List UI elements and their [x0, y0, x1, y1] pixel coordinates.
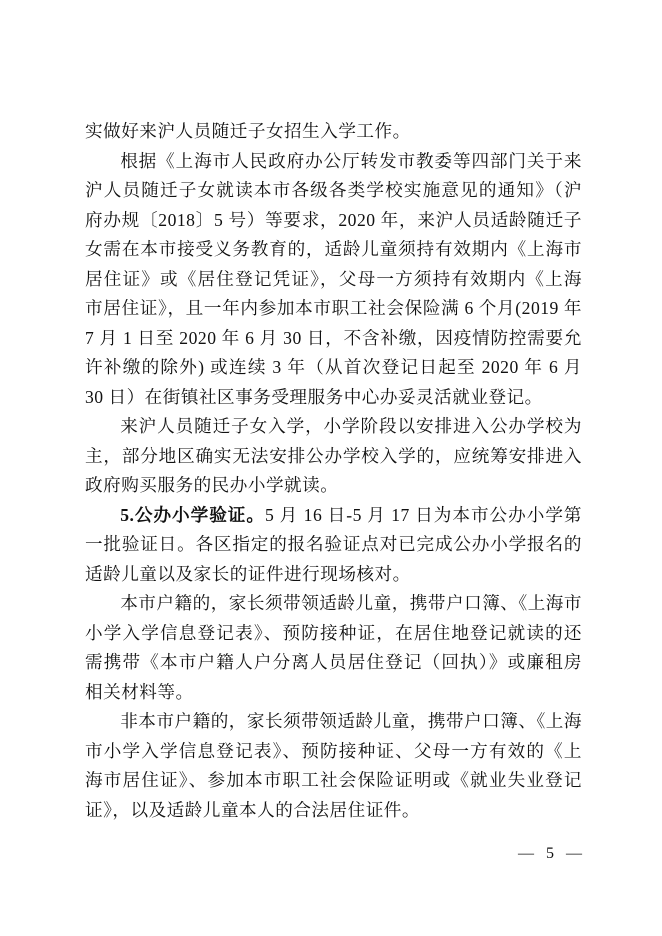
- paragraph-nonlocal-household: 非本市户籍的，家长须带领适龄儿童，携带户口簿、《上海市小学入学信息登记表》、预防接种证、父母一方有效的《上海市居住证》、参加本市职工社会保险证明或《就业失业登记证》，以及适龄儿童本人的合法居住证件。: [85, 711, 582, 820]
- paragraph-verification-body: 5 月 16 日-5 月 17 日为本市公办小学第一批验证日。各区指定的报名验证点对已完成公办小学报名的适龄儿童以及家长的证件进行现场核对。: [85, 504, 582, 584]
- page-number: 5: [546, 845, 556, 862]
- footer-dash-left: —: [518, 845, 536, 862]
- paragraph-local-household: 本市户籍的，家长须带领适龄儿童，携带户口簿、《上海市小学入学信息登记表》、预防接种证，在居住地登记就读的还需携带《本市户籍人户分离人员居住登记（回执）》或廉租房相关材料等。: [85, 593, 582, 702]
- document-body: [85, 117, 582, 825]
- section-heading-verification: 5.公办小学验证。: [120, 504, 265, 525]
- paragraph-verification: [85, 501, 582, 590]
- paragraph-policy-basis: 根据《上海市人民政府办公厅转发市教委等四部门关于来沪人员随迁子女就读本市各级各类学校实施意见的通知》（沪府办规〔2018〕5 号）等要求，2020 年，来沪人员适龄随迁子女需在本市接受义务教育的，适龄儿童须持有效期内《上海市居住证》或《居住登记凭证》，父母一方须持有效期内《上海市居住证》，且一年内参加本市职工社会保险满 6 个月(2019 年 7 月 1 日至 2020 年 6 月 30 日，不含补缴，因疫情防控需要允许补缴的除外) 或连续 3 年（从首次登记日起至 2020 年 6 月 30 日）在街镇社区事务受理服务中心办妥灵活就业登记。: [85, 150, 582, 407]
- footer-dash-right: —: [566, 845, 584, 862]
- page-footer: [518, 845, 584, 863]
- paragraph-continuation: 实做好来沪人员随迁子女招生入学工作。: [85, 121, 411, 141]
- paragraph-enrollment-arrangement: 来沪人员随迁子女入学，小学阶段以安排进入公办学校为主，部分地区确实无法安排公办学校入学的，应统筹安排进入政府购买服务的民办小学就读。: [85, 416, 582, 495]
